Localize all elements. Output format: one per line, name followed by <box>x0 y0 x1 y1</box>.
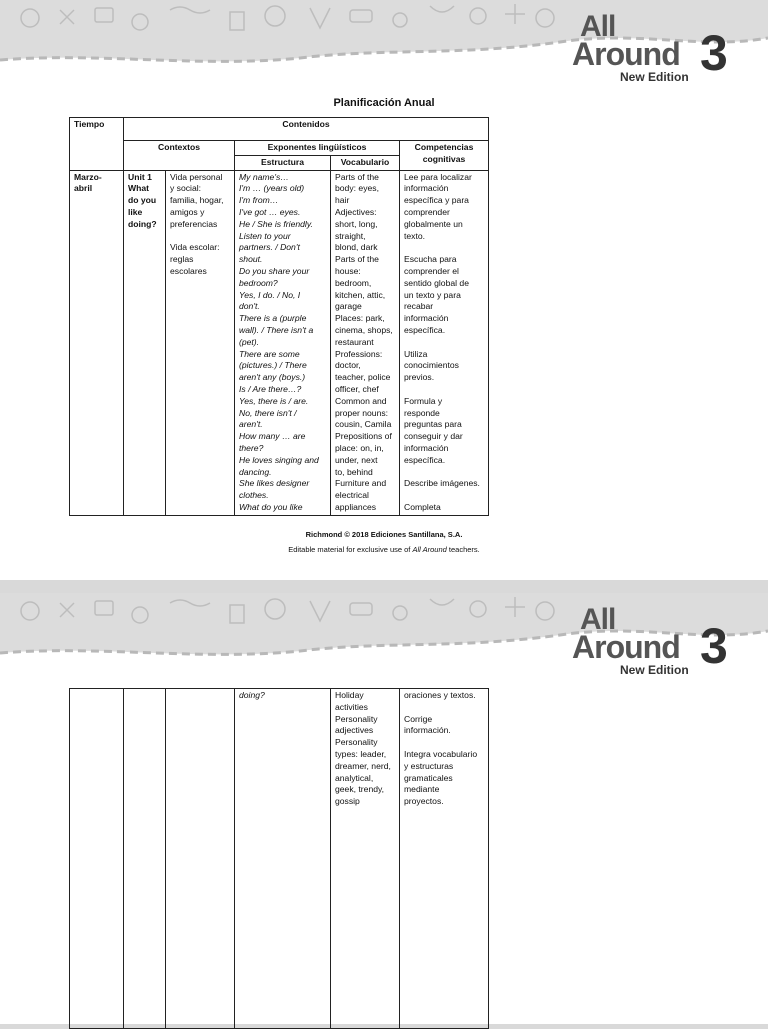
cell-unit: Unit 1 What do you like doing? <box>124 170 166 515</box>
header-tiempo: Tiempo <box>70 118 124 171</box>
cell-contextos: Vida personal y social: familia, hogar, amigos y preferencias Vida escolar: reglas escolares <box>166 170 235 515</box>
copyright-footer: Richmond © 2018 Ediciones Santillana, S.A. <box>305 530 463 539</box>
header-contenidos: Contenidos <box>124 118 489 141</box>
cell-tiempo <box>70 689 124 1029</box>
header-exponentes: Exponentes lingüísticos <box>235 141 400 156</box>
cell-estructura: My name's… I'm … (years old) I'm from… I've got … eyes. He / She is friendly. Listen to your partners. / Don't shout. Do you share your bedroom? Yes, I do. / No, I don't. There is a (purple wall). / There isn't a (pet). There are some (pictures.) / There aren't any (boys.) Is / Are there…? Yes, there is / are. No, there isn't / aren't. How many … are there? He loves singing and dancing. She likes designer clothes. What do you like <box>235 170 331 515</box>
cell-unit <box>124 689 166 1029</box>
cell-estructura: doing? <box>235 689 331 1029</box>
editable-note: Editable material for exclusive use of All Around teachers. <box>288 545 480 554</box>
cell-competencias: oraciones y textos. Corrige información. Integra vocabulario y estructuras gramaticales mediante proyectos. <box>400 689 489 1029</box>
all-around-logo: All Around 3 New Edition <box>572 10 728 84</box>
plan-table <box>69 117 489 516</box>
header-competencias: Competencias cognitivas <box>400 141 489 171</box>
cell-tiempo: Marzo- abril <box>70 170 124 515</box>
page-title: Planificación Anual <box>333 97 435 109</box>
header-vocabulario: Vocabulario <box>331 155 400 170</box>
cell-vocabulario: Holiday activities Personality adjectives Personality types: leader, dreamer, nerd, analytical, geek, trendy, gossip <box>331 689 400 1029</box>
all-around-logo: All Around 3 New Edition <box>572 603 728 677</box>
cell-competencias: Lee para localizar información específica y para comprender globalmente un texto. Escucha para comprender el sentido global de un texto y para recabar información específica. Utiliza conocimientos previos. Formula y responde preguntas para conseguir y dar información específica. Describe imágenes. Completa <box>400 170 489 515</box>
header-estructura: Estructura <box>235 155 331 170</box>
cell-vocabulario: Parts of the body: eyes, hair Adjectives: short, long, straight, blond, dark Parts of the house: bedroom, kitchen, attic, garage Places: park, cinema, shops, restaurant Professions: doctor, teacher, police officer, chef Common and proper nouns: cousin, Camila Prepositions of place: on, in, under, next to, behind Furniture and electrical appliances <box>331 170 400 515</box>
header-contextos: Contextos <box>124 141 235 171</box>
plan-table-continued <box>69 688 489 1029</box>
cell-contextos <box>166 689 235 1029</box>
